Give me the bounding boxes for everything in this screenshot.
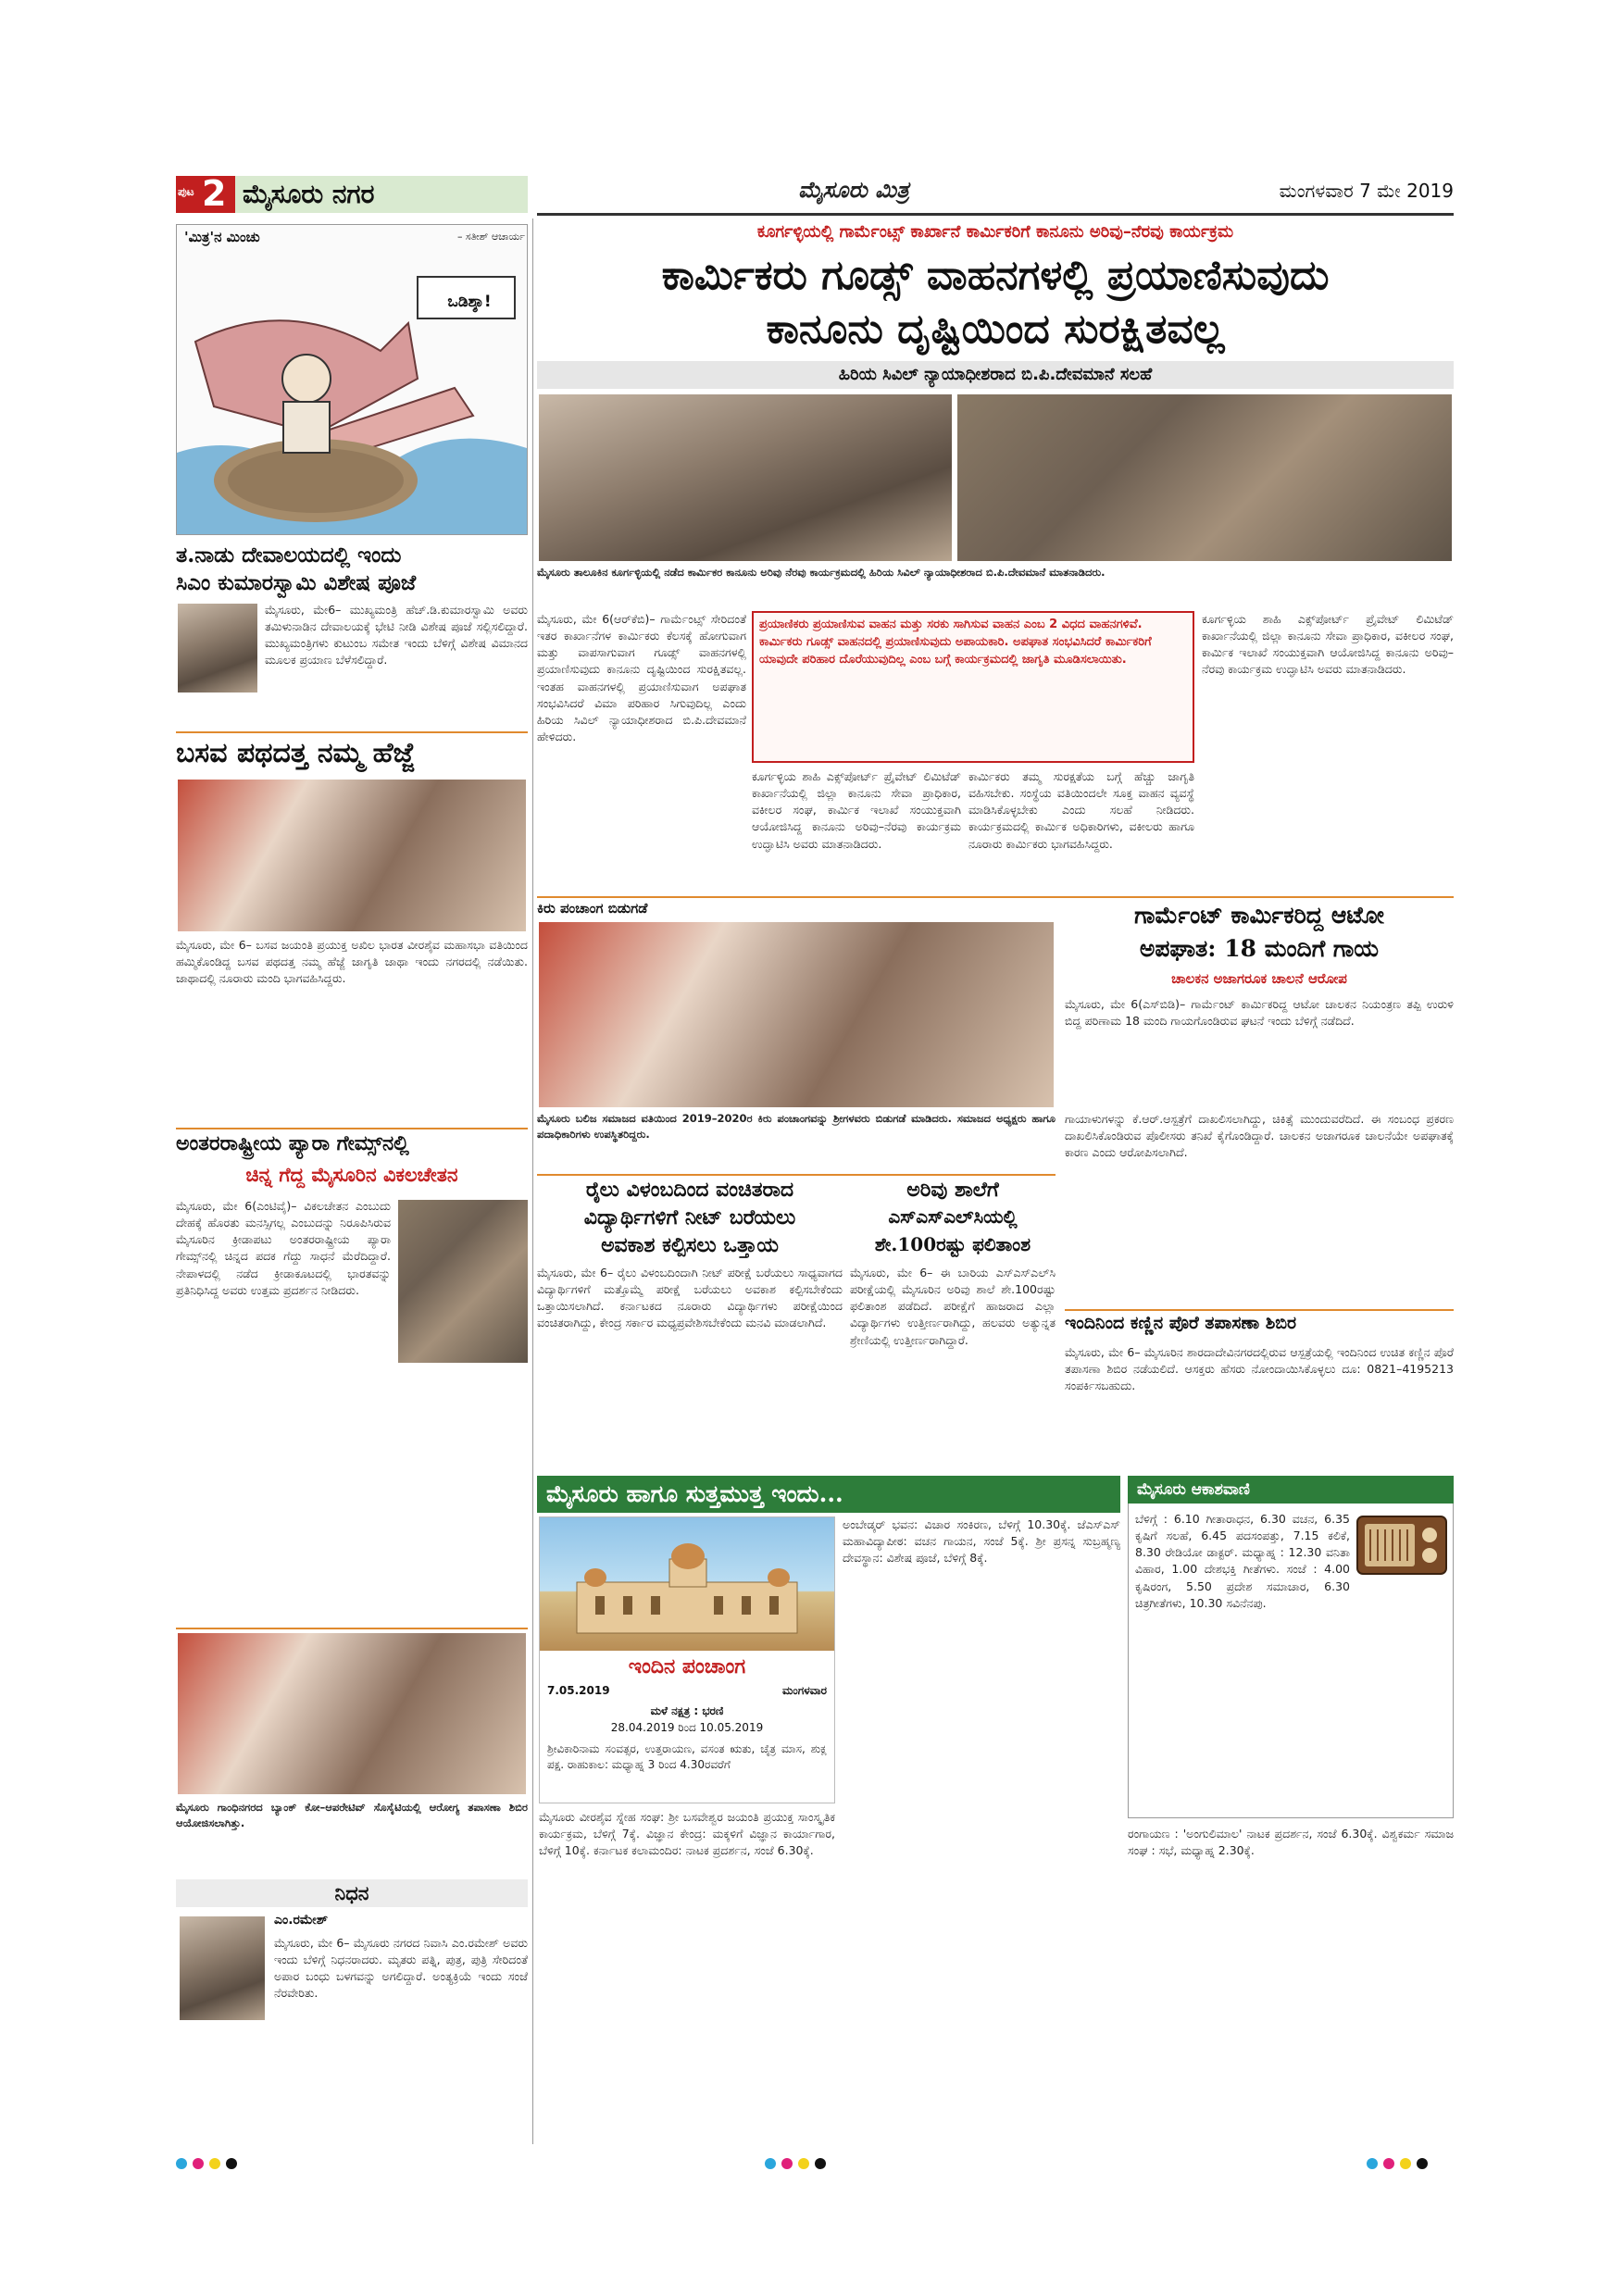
cartoon-speech: ಒಡಿಶ್ಶಾ!: [447, 293, 492, 311]
radio-title: ಮೈಸೂರು ಆಕಾಶವಾಣಿ: [1137, 1480, 1250, 1499]
eye-camp-body: ಮೈಸೂರು, ಮೇ 6– ಮೈಸೂರಿನ ಶಾರದಾದೇವಿನಗರದಲ್ಲಿರುವ ಆಸ್ಪತ್ರೆಯಲ್ಲಿ ಇಂದಿನಿಂದ ಉಚಿತ ಕಣ್ಣಿನ ಪೊರೆ ತಪಾಸಣಾ ಶಿಬಿರ ನಡೆಯಲಿದೆ. ಆಸಕ್ತರು ಹೆಸರು ನೋಂದಾಯಿಸಿಕೊಳ್ಳಲು ದೂ: 0821–4195213 ಸಂಪರ್ಕಿಸಬಹುದು.: [1065, 1345, 1454, 1393]
cartoon-box: [176, 224, 528, 535]
neet-headline-1: ರೈಲು ವಿಳಂಬದಿಂದ ವಂಚಿತರಾದ: [585, 1178, 794, 1202]
neet-headline-2: ವಿದ್ಯಾರ್ಥಿಗಳಿಗೆ ನೀಟ್ ಬರೆಯಲು: [583, 1205, 796, 1229]
lead-caption: ಮೈಸೂರು ತಾಲೂಕಿನ ಕೂರ್ಗಳ್ಳಿಯಲ್ಲಿ ನಡೆದ ಕಾರ್ಮಿಕರ ಕಾನೂನು ಅರಿವು ನೆರವು ಕಾರ್ಯಕ್ರಮದಲ್ಲಿ ಹಿರಿಯ ಸಿವಿಲ್ ನ್ಯಾಯಾಧೀಶರಾದ ಬಿ.ಪಿ.ದೇವಮಾನೆ ಮಾತನಾಡಿದರು.: [537, 566, 1106, 579]
page-number: 2: [202, 173, 227, 214]
obituary-heading: ನಿಧನ: [334, 1881, 369, 1904]
cm-pooja-headline-1: ತ.ನಾಡು ದೇವಾಲಯದಲ್ಲಿ ಇಂದು: [176, 543, 402, 568]
panchanga-details: ಶ್ರೀವಿಕಾರಿನಾಮ ಸಂವತ್ಸರ, ಉತ್ತರಾಯಣ, ವಸಂತ ಋತು, ಚೈತ್ರ ಮಾಸ, ಶುಕ್ಲ ಪಕ್ಷ. ರಾಹುಕಾಲ: ಮಧ್ಯಾಹ್ನ 3 ರಿಂದ 4.30ರವರೆಗೆ: [547, 1742, 827, 1772]
issue-date: ಮಂಗಳವಾರ 7 ಮೇ 2019: [1279, 180, 1454, 202]
column-rule: [532, 218, 533, 2144]
para-games-subhead: ಚಿನ್ನ ಗೆದ್ದ ಮೈಸೂರಿನ ವಿಕಲಚೇತನ: [245, 1163, 458, 1186]
registration-marks-center: [765, 2155, 857, 2170]
sslc-headline-3: ಶೇ.100ರಷ್ಟು ಫಲಿತಾಂಶ: [874, 1233, 1031, 1255]
lead-headline-1: ಕಾರ್ಮಿಕರು ಗೂಡ್ಸ್ ವಾಹನಗಳಲ್ಲಿ ಪ್ರಯಾಣಿಸುವುದು: [661, 252, 1330, 299]
radio-icon: [1355, 1511, 1448, 1578]
sslc-headline-2: ಎಸ್‌ಎಸ್‌ಎಲ್‌ಸಿಯಲ್ಲಿ: [888, 1205, 1018, 1228]
auto-subhead: ಚಾಲಕನ ಅಜಾಗರೂಕ ಚಾಲನೆ ಆರೋಪ: [1171, 970, 1347, 987]
lead-headline-2: ಕಾನೂನು ದೃಷ್ಟಿಯಿಂದ ಸುರಕ್ಷಿತವಲ್ಲ: [766, 306, 1225, 353]
auto-headline-2: ಅಪಘಾತ: 18 ಮಂದಿಗೆ ಗಾಯ: [1139, 935, 1380, 962]
bank-photo: [178, 1633, 526, 1794]
lead-body-1: ಮೈಸೂರು, ಮೇ 6(ಆರ್‌ಕೆಬಿ)– ಗಾರ್ಮೆಂಟ್ಸ್ ಸೇರಿದಂತೆ ಇತರ ಕಾರ್ಖಾನೆಗಳ ಕಾರ್ಮಿಕರು ಕೆಲಸಕ್ಕೆ ಹೋಗುವಾಗ ಮತ್ತು ವಾಪಸಾಗುವಾಗ ಗೂಡ್ಸ್ ವಾಹನಗಳಲ್ಲಿ ಪ್ರಯಾಣಿಸುವುದು ಕಾನೂನು ದೃಷ್ಟಿಯಿಂದ ಸುರಕ್ಷಿತವಲ್ಲ. ಇಂತಹ ವಾಹನಗಳಲ್ಲಿ ಪ್ರಯಾಣಿಸುವಾಗ ಅಪಘಾತ ಸಂಭವಿಸಿದರೆ ವಿಮಾ ಪರಿಹಾರ ಸಿಗುವುದಿಲ್ಲ ಎಂದು ಹಿರಿಯ ಸಿವಿಲ್ ನ್ಯಾಯಾಧೀಶರಾದ ಬಿ.ಪಿ.ದೇವಮಾನೆ ಹೇಳಿದರು.: [537, 612, 746, 743]
header-rule: [537, 213, 1454, 216]
panchanga-period: 28.04.2019 ರಿಂದ 10.05.2019: [610, 1721, 764, 1734]
lead-body-3: ಕಾರ್ಮಿಕರು ತಮ್ಮ ಸುರಕ್ಷತೆಯ ಬಗ್ಗೆ ಹೆಚ್ಚು ಜಾಗೃತಿ ವಹಿಸಬೇಕು. ಸಂಸ್ಥೆಯ ವತಿಯಿಂದಲೇ ಸೂಕ್ತ ವಾಹನ ವ್ಯವಸ್ಥೆ ಮಾಡಿಸಿಕೊಳ್ಳಬೇಕು ಎಂದು ಸಲಹೆ ನೀಡಿದರು. ಕಾರ್ಯಕ್ರಮದಲ್ಲಿ ಕಾರ್ಮಿಕ ಅಧಿಕಾರಿಗಳು, ವಕೀಲರು ಹಾಗೂ ನೂರಾರು ಕಾರ್ಮಿಕರು ಭಾಗವಹಿಸಿದ್ದರು.: [968, 769, 1194, 851]
masthead: ಮೈಸೂರು ಮಿತ್ರ: [798, 176, 909, 203]
obituary-body: ಮೈಸೂರು, ಮೇ 6– ಮೈಸೂರು ನಗರದ ನಿವಾಸಿ ಎಂ.ರಮೇಶ್ ಅವರು ಇಂದು ಬೆಳಿಗ್ಗೆ ನಿಧನರಾದರು. ಮೃತರು ಪತ್ನಿ, ಪುತ್ರ, ಪುತ್ರಿ ಸೇರಿದಂತೆ ಅಪಾರ ಬಂಧು ಬಳಗವನ್ನು ಅಗಲಿದ್ದಾರೆ. ಅಂತ್ಯಕ್ರಿಯೆ ಇಂದು ಸಂಜೆ ನೆರವೇರಿತು.: [274, 1936, 528, 2001]
auto-body-1: ಮೈಸೂರು, ಮೇ 6(ಎಸ್‌ಬಿಡಿ)– ಗಾರ್ಮೆಂಟ್ ಕಾರ್ಮಿಕರಿದ್ದ ಆಟೋ ಚಾಲಕನ ನಿಯಂತ್ರಣ ತಪ್ಪಿ ಉರುಳಿ ಬಿದ್ದ ಪರಿಣಾಮ 18 ಮಂದಿ ಗಾಯಗೊಂಡಿರುವ ಘಟನೆ ಇಂದು ಬೆಳಿಗ್ಗೆ ನಡೆದಿದೆ.: [1065, 997, 1454, 1029]
today-events-1: ಮೈಸೂರು ವೀರಶೈವ ಸ್ನೇಹ ಸಂಘ: ಶ್ರೀ ಬಸವೇಶ್ವರ ಜಯಂತಿ ಪ್ರಯುಕ್ತ ಸಾಂಸ್ಕೃತಿಕ ಕಾರ್ಯಕ್ರಮ, ಬೆಳಿಗ್ಗೆ 7ಕ್ಕೆ. ವಿಜ್ಞಾನ ಕೇಂದ್ರ: ಮಕ್ಕಳಿಗೆ ವಿಜ್ಞಾನ ಕಾರ್ಯಾಗಾರ, ಬೆಳಿಗ್ಗೆ 10ಕ್ಕೆ. ಕರ್ನಾಟಕ ಕಲಾಮಂದಿರ: ನಾಟಕ ಪ್ರದರ್ಶನ, ಸಂಜೆ 6.30ಕ್ಕೆ.: [539, 1810, 835, 1858]
neet-headline-3: ಅವಕಾಶ ಕಲ್ಪಿಸಲು ಒತ್ತಾಯ: [601, 1233, 779, 1257]
lead-kicker: ಕೂರ್ಗಳ್ಳಿಯಲ್ಲಿ ಗಾರ್ಮೆಂಟ್ಸ್ ಕಾರ್ಖಾನೆ ಕಾರ್ಮಿಕರಿಗೆ ಕಾನೂನು ಅರಿವು–ನೆರವು ಕಾರ್ಯಕ್ರಮ: [756, 222, 1234, 242]
eye-camp-headline: ಇಂದಿನಿಂದ ಕಣ್ಣಿನ ಪೊರೆ ತಪಾಸಣಾ ಶಿಬಿರ: [1065, 1313, 1297, 1333]
palace-icon: [558, 1536, 816, 1638]
basava-photo: [178, 780, 526, 931]
divider: [537, 896, 1454, 898]
lead-body-4-text: ಕೂರ್ಗಳ್ಳಿಯ ಶಾಹಿ ಎಕ್ಸ್‌ಪೋರ್ಟ್ ಪ್ರೈವೇಟ್ ಲಿಮಿಟೆಡ್ ಕಾರ್ಖಾನೆಯಲ್ಲಿ ಜಿಲ್ಲಾ ಕಾನೂನು ಸೇವಾ ಪ್ರಾಧಿಕಾರ, ವಕೀಲರ ಸಂಘ, ಕಾರ್ಮಿಕ ಇಲಾಖೆ ಸಂಯುಕ್ತವಾಗಿ ಆಯೋಜಿಸಿದ್ದ ಕಾನೂನು ಅರಿವು–ನೆರವು ಕಾರ್ಯಕ್ರಮ ಉದ್ಘಾಟಿಸಿ ಅವರು ಮಾತನಾಡಿದರು.: [1202, 612, 1454, 677]
panchanga-nakshatra: ಮಳೆ ನಕ್ಷತ್ರ : ಭರಣಿ: [650, 1704, 724, 1717]
lead-subhead: ಹಿರಿಯ ಸಿವಿಲ್ ನ್ಯಾಯಾಧೀಶರಾದ ಬಿ.ಪಿ.ದೇವಮಾನೆ ಸಲಹೆ: [838, 365, 1153, 384]
panchanga-release-label: ಕಿರು ಪಂಚಾಂಗ ಬಿಡುಗಡೆ: [537, 900, 648, 917]
divider: [176, 731, 528, 733]
panchanga-title: ಇಂದಿನ ಪಂಚಾಂಗ: [628, 1654, 746, 1678]
basava-headline: ಬಸವ ಪಥದತ್ತ ನಮ್ಮ ಹೆಜ್ಜೆ: [176, 737, 415, 769]
neet-body: ಮೈಸೂರು, ಮೇ 6– ರೈಲು ವಿಳಂಬದಿಂದಾಗಿ ನೀಟ್ ಪರೀಕ್ಷೆ ಬರೆಯಲು ಸಾಧ್ಯವಾಗದ ವಿದ್ಯಾರ್ಥಿಗಳಿಗೆ ಮತ್ತೊಮ್ಮೆ ಪರೀಕ್ಷೆ ಬರೆಯಲು ಅವಕಾಶ ಕಲ್ಪಿಸಬೇಕೆಂದು ಒತ್ತಾಯಿಸಲಾಗಿದೆ. ಕರ್ನಾಟಕದ ನೂರಾರು ವಿದ್ಯಾರ್ಥಿಗಳು ಪರೀಕ್ಷೆಯಿಂದ ವಂಚಿತರಾಗಿದ್ದು, ಕೇಂದ್ರ ಸರ್ಕಾರ ಮಧ್ಯಪ್ರವೇಶಿಸಬೇಕೆಂದು ಮನವಿ ಮಾಡಲಾಗಿದೆ.: [537, 1266, 843, 1330]
obituary-name: ಎಂ.ರಮೇಶ್: [274, 1913, 329, 1928]
lead-photo-stage: [957, 394, 1452, 561]
divider: [176, 1128, 528, 1129]
cartoon-title: 'ಮಿತ್ರ'ನ ಮಿಂಚು: [184, 229, 260, 245]
cm-pooja-body: ಮೈಸೂರು, ಮೇ6– ಮುಖ್ಯಮಂತ್ರಿ ಹೆಚ್.ಡಿ.ಕುಮಾರಸ್ವಾಮಿ ಅವರು ತಮಿಳುನಾಡಿನ ದೇವಾಲಯಕ್ಕೆ ಭೇಟಿ ನೀಡಿ ವಿಶೇಷ ಪೂಜೆ ಸಲ್ಲಿಸಲಿದ್ದಾರೆ. ಮುಖ್ಯಮಂತ್ರಿಗಳು ಕುಟುಂಬ ಸಮೇತ ಇಂದು ಬೆಳಿಗ್ಗೆ ವಿಶೇಷ ವಿಮಾನದ ಮೂಲಕ ಪ್ರಯಾಣ ಬೆಳೆಸಲಿದ್ದಾರೆ.: [265, 603, 528, 668]
obituary-photo: [180, 1916, 265, 2020]
auto-headline-1: ಗಾರ್ಮೆಂಟ್ ಕಾರ್ಮಿಕರಿದ್ದ ಆಟೋ: [1134, 902, 1384, 929]
panchanga-box: [539, 1516, 835, 1803]
cartoon-artist: – ಸತೀಶ್ ಆಚಾರ್ಯ: [456, 231, 525, 243]
lead-body-2: ಕೂರ್ಗಳ್ಳಿಯ ಶಾಹಿ ಎಕ್ಸ್‌ಪೋರ್ಟ್ ಪ್ರೈವೇಟ್ ಲಿಮಿಟೆಡ್ ಕಾರ್ಖಾನೆಯಲ್ಲಿ ಜಿಲ್ಲಾ ಕಾನೂನು ಸೇವಾ ಪ್ರಾಧಿಕಾರ, ವಕೀಲರ ಸಂಘ, ಕಾರ್ಮಿಕ ಇಲಾಖೆ ಸಂಯುಕ್ತವಾಗಿ ಆಯೋಜಿಸಿದ್ದ ಕಾನೂನು ಅರಿವು–ನೆರವು ಕಾರ್ಯಕ್ರಮ ಉದ್ಘಾಟಿಸಿ ಅವರು ಮಾತನಾಡಿದರು.: [752, 769, 961, 851]
para-games-headline: ಅಂತರರಾಷ್ಟ್ರೀಯ ಪ್ಯಾರಾ ಗೇಮ್ಸ್‌ನಲ್ಲಿ: [176, 1131, 409, 1155]
registration-marks-left: [176, 2155, 269, 2170]
sslc-headline-1: ಅರಿವು ಶಾಲೆಗೆ: [906, 1178, 999, 1202]
palace-illustration: [540, 1517, 834, 1651]
registration-marks-right: [1367, 2155, 1459, 2170]
today-banner: ಮೈಸೂರು ಹಾಗೂ ಸುತ್ತಮುತ್ತ ಇಂದು...: [546, 1480, 843, 1507]
bank-caption: ಮೈಸೂರು ಗಾಂಧಿನಗರದ ಬ್ಯಾಂಕ್ ಕೋ–ಆಪರೇಟಿವ್ ಸೊಸೈಟಿಯಲ್ಲಿ ಆರೋಗ್ಯ ತಪಾಸಣಾ ಶಿಬಿರ ಆಯೋಜಿಸಲಾಗಿತ್ತು.: [176, 1801, 528, 1829]
page-label: ಪುಟ: [178, 185, 194, 198]
radio-extra: ರಂಗಾಯಣ : 'ಅಂಗುಲಿಮಾಲ' ನಾಟಕ ಪ್ರದರ್ಶನ, ಸಂಜೆ 6.30ಕ್ಕೆ. ವಿಶ್ವಕರ್ಮ ಸಮಾಜ ಸಂಘ : ಸಭೆ, ಮಧ್ಯಾಹ್ನ 2.30ಕ್ಕೆ.: [1128, 1827, 1454, 1858]
divider: [176, 1628, 528, 1629]
auto-body-2: ಗಾಯಾಳುಗಳನ್ನು ಕೆ.ಆರ್.ಆಸ್ಪತ್ರೆಗೆ ದಾಖಲಿಸಲಾಗಿದ್ದು, ಚಿಕಿತ್ಸೆ ಮುಂದುವರೆದಿದೆ. ಈ ಸಂಬಂಧ ಪ್ರಕರಣ ದಾಖಲಿಸಿಕೊಂಡಿರುವ ಪೊಲೀಸರು ತನಿಖೆ ಕೈಗೊಂಡಿದ್ದಾರೆ. ಚಾಲಕನ ಅಜಾಗರೂಕ ಚಾಲನೆಯೇ ಅಪಘಾತಕ್ಕೆ ಕಾರಣ ಎಂದು ಆರೋಪಿಸಲಾಗಿದೆ.: [1065, 1112, 1454, 1160]
para-games-body: ಮೈಸೂರು, ಮೇ 6(ಎಂಟಿವೈ)– ವಿಕಲಚೇತನ ಎಂಬುದು ದೇಹಕ್ಕೆ ಹೊರತು ಮನಸ್ಸಿಗಲ್ಲ ಎಂಬುದನ್ನು ನಿರೂಪಿಸಿರುವ ಮೈಸೂರಿನ ಕ್ರೀಡಾಪಟು ಅಂತರರಾಷ್ಟ್ರೀಯ ಪ್ಯಾರಾ ಗೇಮ್ಸ್‌ನಲ್ಲಿ ಚಿನ್ನದ ಪದಕ ಗೆದ್ದು ಸಾಧನೆ ಮೆರೆದಿದ್ದಾರೆ. ನೇಪಾಳದಲ್ಲಿ ನಡೆದ ಕ್ರೀಡಾಕೂಟದಲ್ಲಿ ಭಾರತವನ್ನು ಪ್ರತಿನಿಧಿಸಿದ್ದ ಅವರು ಉತ್ತಮ ಪ್ರದರ್ಶನ ನೀಡಿದರು.: [176, 1199, 391, 1297]
radio-body: ಬೆಳಿಗ್ಗೆ : 6.10 ಗೀತಾರಾಧನ, 6.30 ವಚನ, 6.35 ಕೃಷಿಗೆ ಸಲಹೆ, 6.45 ಪದಸಂಪತ್ತು, 7.15 ಕಲಿಕೆ, 8.30 ರೇಡಿಯೋ ಡಾಕ್ಟರ್. ಮಧ್ಯಾಹ್ನ : 12.30 ವನಿತಾ ವಿಹಾರ, 1.00 ದೇಶಭಕ್ತಿ ಗೀತೆಗಳು. ಸಂಜೆ : 4.00 ಕೃಷಿರಂಗ, 5.50 ಪ್ರದೇಶ ಸಮಾಚಾರ, 6.30 ಚಿತ್ರಗೀತೆಗಳು, 10.30 ಸವಿನೆನಪು.: [1135, 1512, 1350, 1610]
cm-pooja-headline-2: ಸಿಎಂ ಕುಮಾರಸ್ವಾಮಿ ವಿಶೇಷ ಪೂಜೆ: [176, 570, 417, 595]
panchanga-release-caption: ಮೈಸೂರು ಬಲಿಜ ಸಮಾಜದ ವತಿಯಿಂದ 2019–2020ರ ಕಿರು ಪಂಚಾಂಗವನ್ನು ಶ್ರೀಗಳವರು ಬಿಡುಗಡೆ ಮಾಡಿದರು. ಸಮಾಜದ ಅಧ್ಯಕ್ಷರು ಹಾಗೂ ಪದಾಧಿಕಾರಿಗಳು ಉಪಸ್ಥಿತರಿದ್ದರು.: [537, 1112, 1056, 1141]
para-athlete-photo: [398, 1200, 528, 1363]
sslc-body: ಮೈಸೂರು, ಮೇ 6– ಈ ಬಾರಿಯ ಎಸ್‌ಎಸ್‌ಎಲ್‌ಸಿ ಪರೀಕ್ಷೆಯಲ್ಲಿ ಮೈಸೂರಿನ ಅರಿವು ಶಾಲೆ ಶೇ.100ರಷ್ಟು ಫಲಿತಾಂಶ ಪಡೆದಿದೆ. ಪರೀಕ್ಷೆಗೆ ಹಾಜರಾದ ಎಲ್ಲಾ ವಿದ್ಯಾರ್ಥಿಗಳು ಉತ್ತೀರ್ಣರಾಗಿದ್ದು, ಹಲವರು ಅತ್ಯುನ್ನತ ಶ್ರೇಣಿಯಲ್ಲಿ ಉತ್ತೀರ್ಣರಾಗಿದ್ದಾರೆ.: [850, 1266, 1056, 1347]
section-name: ಮೈಸೂರು ನಗರ: [243, 179, 375, 209]
cm-photo: [178, 604, 257, 693]
divider: [537, 1174, 1056, 1176]
lead-highlight: ಪ್ರಯಾಣಿಕರು ಪ್ರಯಾಣಿಸುವ ವಾಹನ ಮತ್ತು ಸರಕು ಸಾಗಿಸುವ ವಾಹನ ಎಂಬ 2 ವಿಧದ ವಾಹನಗಳಿವೆ. ಕಾರ್ಮಿಕರು ಗೂಡ್ಸ್ ವಾಹನದಲ್ಲಿ ಪ್ರಯಾಣಿಸುವುದು ಅಪಾಯಕಾರಿ. ಅಪಘಾತ ಸಂಭವಿಸಿದರೆ ಕಾರ್ಮಿಕರಿಗೆ ಯಾವುದೇ ಪರಿಹಾರ ದೊರೆಯುವುದಿಲ್ಲ ಎಂಬ ಬಗ್ಗೆ ಕಾರ್ಯಕ್ರಮದಲ್ಲಿ ಜಾಗೃತಿ ಮೂಡಿಸಲಾಯಿತು.: [759, 618, 1152, 667]
panchanga-date: 7.05.2019: [547, 1684, 610, 1697]
divider: [1065, 1309, 1454, 1311]
panchanga-release-photo: [539, 922, 1054, 1107]
today-events-2: ಅಂಬೇಡ್ಕರ್ ಭವನ: ವಿಚಾರ ಸಂಕಿರಣ, ಬೆಳಿಗ್ಗೆ 10.30ಕ್ಕೆ. ಜೆಎಸ್‌ಎಸ್ ಮಹಾವಿದ್ಯಾಪೀಠ: ವಚನ ಗಾಯನ, ಸಂಜೆ 5ಕ್ಕೆ. ಶ್ರೀ ಪ್ರಸನ್ನ ಸುಬ್ರಹ್ಮಣ್ಯ ದೇವಸ್ಥಾನ: ವಿಶೇಷ ಪೂಜೆ, ಬೆಳಿಗ್ಗೆ 8ಕ್ಕೆ.: [843, 1517, 1120, 1566]
panchanga-day: ಮಂಗಳವಾರ: [781, 1684, 827, 1697]
lead-body-4: [1202, 611, 1454, 894]
lead-photo-audience: [539, 394, 952, 561]
basava-body: ಮೈಸೂರು, ಮೇ 6– ಬಸವ ಜಯಂತಿ ಪ್ರಯುಕ್ತ ಅಖಿಲ ಭಾರತ ವೀರಶೈವ ಮಹಾಸಭಾ ವತಿಯಿಂದ ಹಮ್ಮಿಕೊಂಡಿದ್ದ ಬಸವ ಪಥದತ್ತ ನಮ್ಮ ಹೆಜ್ಜೆ ಜಾಗೃತಿ ಜಾಥಾ ಇಂದು ನಗರದಲ್ಲಿ ನಡೆಯಿತು. ಜಾಥಾದಲ್ಲಿ ನೂರಾರು ಮಂದಿ ಭಾಗವಹಿಸಿದ್ದರು.: [176, 938, 528, 986]
